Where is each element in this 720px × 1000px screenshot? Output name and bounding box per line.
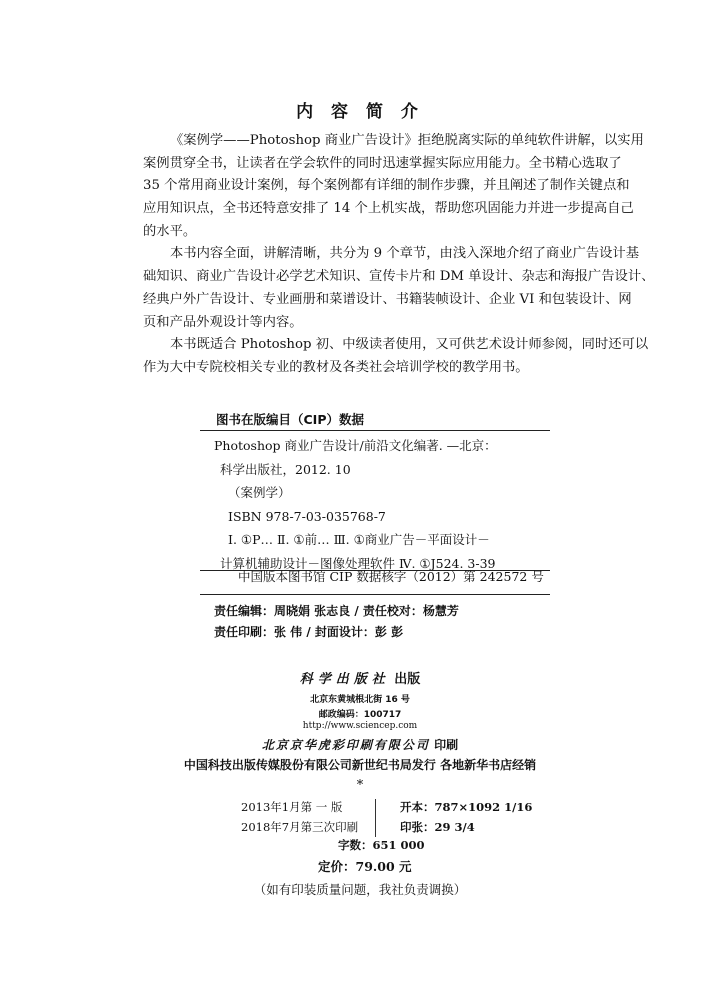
edition-divider	[375, 799, 376, 837]
publisher-suffix: 出版	[389, 672, 421, 687]
summary-heading: 内 容 简 介	[296, 102, 424, 122]
printer-suffix: 印刷	[429, 738, 459, 752]
publisher-name: 科学出版社	[299, 672, 390, 687]
cip-line: Photoshop 商业广告设计/前沿文化编著. —北京：	[214, 438, 497, 453]
publisher-name-line	[0, 668, 720, 687]
credits-line: 责任编辑：周晓娟 张志良 / 责任校对：杨慧芳	[214, 604, 459, 618]
edition-printing: 2018年7月第三次印刷	[241, 820, 359, 834]
price: 定价：79.00 元	[318, 859, 412, 874]
cip-number: 中国版本图书馆 CIP 数据核字（2012）第 242572 号	[238, 569, 544, 584]
publisher-address: 北京东黄城根北街 16 号	[310, 695, 410, 705]
summary-line: 本书既适合 Photoshop 初、中级读者使用，又可供艺术设计师参阅，同时还可以	[170, 337, 649, 353]
cip-line: 科学出版社，2012. 10	[220, 461, 351, 477]
cip-line: 计算机辅助设计－图像处理软件 Ⅳ. ①J524. 3-39	[220, 555, 496, 571]
quality-note: （如有印装质量问题，我社负责调换）	[253, 882, 467, 897]
summary-line: 本书内容全面，讲解清晰，共分为 9 个章节，由浅入深地介绍了商业广告设计基	[170, 246, 640, 262]
cip-top-rule	[200, 430, 550, 431]
separator-star: *	[356, 778, 364, 793]
cip-line: （案例学）	[228, 485, 291, 500]
distribution-line: 中国科技出版传媒股份有限公司新世纪书局发行 各地新华书店经销	[183, 758, 537, 772]
summary-line: 的水平。	[143, 223, 197, 239]
summary-line: 经典户外广告设计、专业画册和菜谱设计、书籍装帧设计、企业 VI 和包装设计、网	[143, 291, 632, 307]
printer-name: 北京京华虎彩印刷有限公司	[261, 738, 430, 752]
publisher-url: http://www.sciencep.com	[302, 721, 418, 731]
edition-first: 2013年1月第 一 版	[241, 800, 343, 814]
edition-left	[241, 797, 358, 837]
summary-line: 作为大中专院校相关专业的教材及各类社会培训学校的教学用书。	[143, 359, 529, 375]
cip-line: ISBN 978-7-03-035768-7	[228, 508, 386, 524]
cip-line: Ⅰ. ①P… Ⅱ. ①前… Ⅲ. ①商业广告－平面设计－	[228, 532, 490, 547]
summary-line: 应用知识点，全书还特意安排了 14 个上机实战，帮助您巩固能力并进一步提高自己	[143, 201, 634, 217]
edition-sheets: 印张：29 3/4	[400, 820, 475, 834]
summary-line: 案例贯穿全书，让读者在学会软件的同时迅速掌握实际应用能力。全书精心选取了	[143, 155, 622, 171]
publisher-zip: 邮政编码：100717	[318, 710, 402, 720]
cip-bottom-rule	[200, 594, 550, 595]
cip-block	[214, 434, 497, 575]
printer-line	[0, 736, 720, 753]
summary-line: 础知识、商业广告设计必学艺术知识、宣传卡片和 DM 单设计、杂志和海报广告设计、	[143, 269, 655, 285]
edition-format: 开本：787×1092 1/16	[400, 800, 533, 814]
edition-right	[400, 797, 532, 837]
credits-line: 责任印刷：张 伟 / 封面设计：彭 彭	[214, 625, 404, 639]
summary-text	[143, 130, 655, 380]
summary-line: 页和产品外观设计等内容。	[143, 314, 303, 330]
cip-heading: 图书在版编目（CIP）数据	[216, 412, 364, 427]
summary-line: 35 个常用商业设计案例，每个案例都有详细的制作步骤，并且阐述了制作关键点和	[143, 178, 630, 194]
summary-line: 《案例学——Photoshop 商业广告设计》拒绝脱离实际的单纯软件讲解，以实用	[170, 133, 644, 148]
credits-block	[214, 601, 459, 643]
word-count: 字数：651 000	[338, 838, 425, 852]
